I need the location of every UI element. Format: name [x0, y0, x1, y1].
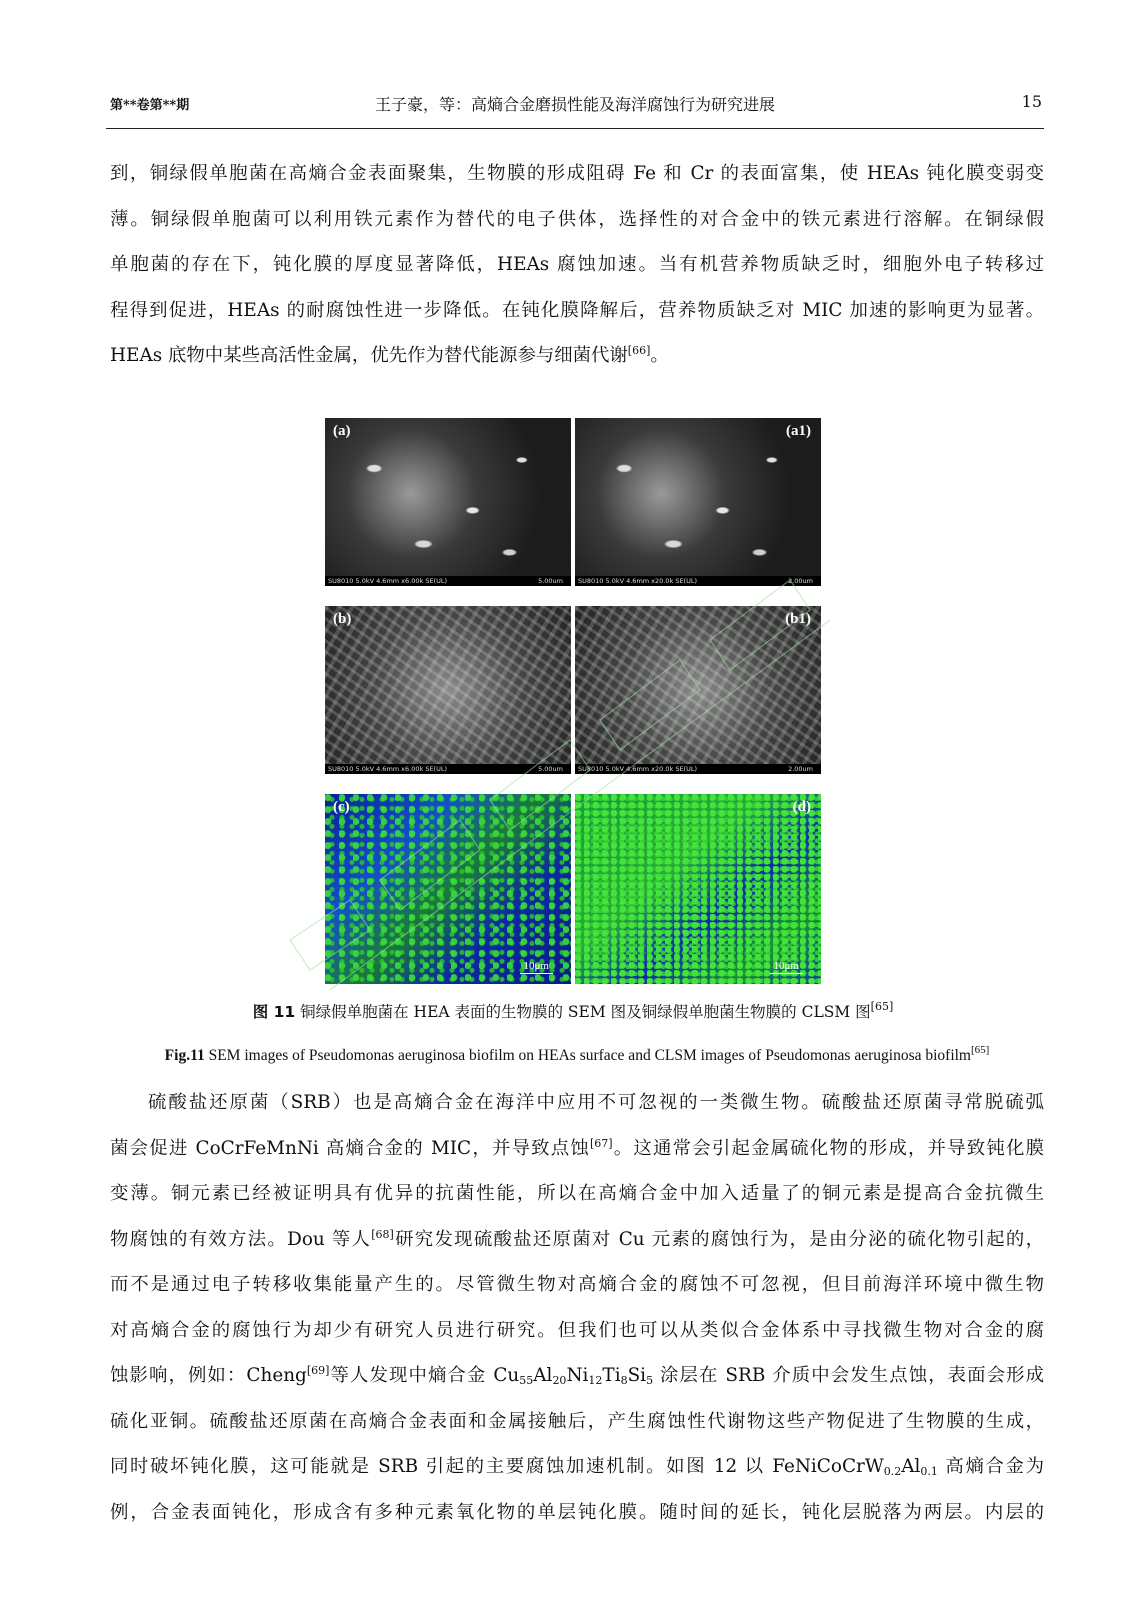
- text-line: 程得到促进，HEAs 的耐腐蚀性进一步降低。在钝化膜降解后，营养物质缺乏对 MIC 加速的影响更为显著。: [110, 299, 1044, 321]
- text-span: HEAs 底物中某些高活性金属，优先作为替代能源参与细菌代谢: [110, 345, 628, 366]
- sem-info-bar: [575, 764, 821, 774]
- page-number: 15: [1021, 92, 1042, 111]
- figure-11: [325, 418, 821, 986]
- text-line: [110, 333, 1044, 379]
- citation[interactable]: [65]: [971, 1044, 990, 1056]
- panel-label: (d): [792, 799, 811, 815]
- figure-caption-cn: [0, 1000, 1146, 1022]
- sem-info-text: SU8010 5.0kV 4.6mm x20.0k SE(UL): [578, 765, 698, 773]
- text-span: 物腐蚀的有效方法。Dou 等人: [110, 1228, 372, 1250]
- text-span: 高熵合金为: [937, 1456, 1044, 1477]
- text-line: [110, 1217, 1044, 1263]
- sem-info-bar: [575, 576, 821, 586]
- subscript: 55: [519, 1374, 534, 1387]
- text-line: 而不是通过电子转移收集能量产生的。尽管微生物对高熵合金的腐蚀不可忽视，但目前海洋环境中微生物: [110, 1274, 1044, 1295]
- text-span: 。: [650, 345, 669, 366]
- sem-panel-a1: [575, 418, 821, 586]
- sem-info-text: SU8010 5.0kV 4.6mm x20.0k SE(UL): [578, 577, 698, 585]
- citation[interactable]: [67]: [590, 1136, 613, 1150]
- clsm-panel-d: [575, 794, 821, 984]
- sem-info-bar: [325, 576, 571, 586]
- text-line: 硫化亚铜。硫酸盐还原菌在高熵合金表面和金属接触后，产生腐蚀性代谢物这些产物促进了生物膜的生成，: [110, 1410, 1044, 1432]
- element-symbol: Al: [533, 1365, 553, 1386]
- text-span: 同时破坏钝化膜，这可能就是 SRB 引起的主要腐蚀加速机制。如图 12 以 FeNiCoCrW: [110, 1456, 884, 1477]
- journal-volume: 第**卷第**期: [110, 98, 190, 113]
- sem-info-text: SU8010 5.0kV 4.6mm x6.00k SE(UL): [328, 577, 448, 585]
- subscript: 0.1: [920, 1465, 938, 1478]
- text-span: 等人发现中熵合金 Cu: [329, 1365, 520, 1386]
- text-line: 硫酸盐还原菌（SRB）也是高熵合金在海洋中应用不可忽视的一类微生物。硫酸盐还原菌寻常脱硫弧: [148, 1092, 1044, 1113]
- caption-label: 图 11: [252, 1003, 296, 1021]
- subscript: 20: [552, 1374, 567, 1387]
- paragraph-2: [110, 1080, 1044, 1535]
- panel-label: (c): [333, 799, 350, 815]
- subscript: 12: [588, 1374, 603, 1387]
- clsm-panel-c: [325, 794, 571, 984]
- text-span: 涂层在 SRB 介质中会发生点蚀，表面会形成: [653, 1365, 1045, 1386]
- paragraph-1: [110, 151, 1044, 379]
- scale-text: 5.00um: [538, 765, 563, 773]
- running-title: 王子豪，等：高熵合金磨损性能及海洋腐蚀行为研究进展: [374, 95, 775, 114]
- citation[interactable]: [69]: [306, 1364, 330, 1377]
- scale-bar: 10μm: [520, 960, 553, 974]
- caption-text: SEM images of Pseudomonas aeruginosa biofilm on HEAs surface and CLSM images of Pseudomonas aeruginosa biofilm: [208, 1047, 971, 1064]
- sem-panel-b1: [575, 606, 821, 774]
- text-line: 单胞菌的存在下，钝化膜的厚度显著降低，HEAs 腐蚀加速。当有机营养物质缺乏时，细胞外电子转移过: [110, 254, 1044, 275]
- subscript: 8: [620, 1374, 628, 1387]
- text-span: 研究发现硫酸盐还原菌对 Cu 元素的腐蚀行为，是由分泌的硫化物引起的，: [393, 1228, 1045, 1250]
- subscript: 0.2: [883, 1465, 902, 1478]
- text-line: [110, 1126, 1044, 1172]
- citation[interactable]: [65]: [870, 1000, 894, 1013]
- text-line: 例，合金表面钝化，形成含有多种元素氧化物的单层钝化膜。随时间的延长，钝化层脱落为两层。内层的: [110, 1501, 1044, 1523]
- text-line: 对高熵合金的腐蚀行为却少有研究人员进行研究。但我们也可以从类似合金体系中寻找微生物对合金的腐: [110, 1319, 1044, 1341]
- element-symbol: Ti: [602, 1365, 621, 1386]
- scale-text: 2.00um: [788, 765, 813, 773]
- caption-text: 铜绿假单胞菌在 HEA 表面的生物膜的 SEM 图及铜绿假单胞菌生物膜的 CLSM 图: [300, 1003, 871, 1021]
- panel-label: (b1): [785, 611, 811, 627]
- sem-info-text: SU8010 5.0kV 4.6mm x6.00k SE(UL): [328, 765, 448, 773]
- sem-info-bar: [325, 764, 571, 774]
- element-symbol: Al: [901, 1456, 921, 1477]
- page-header: [106, 86, 1044, 129]
- citation[interactable]: [66]: [627, 344, 651, 357]
- panel-label: (a1): [786, 423, 811, 439]
- figure-caption-en: [110, 1044, 1044, 1065]
- text-span: 。这通常会引起金属硫化物的形成，并导致钝化膜: [612, 1137, 1044, 1159]
- text-line: 薄。铜绿假单胞菌可以利用铁元素作为替代的电子供体，选择性的对合金中的铁元素进行溶解。在铜绿假: [110, 208, 1044, 230]
- scale-bar: 10μm: [770, 960, 803, 974]
- sem-panel-b: [325, 606, 571, 774]
- citation[interactable]: [68]: [371, 1227, 394, 1241]
- text-line: 到，铜绿假单胞菌在高熵合金表面聚集，生物膜的形成阻碍 Fe 和 Cr 的表面富集，使 HEAs 钝化膜变弱变: [110, 163, 1044, 184]
- subscript: 5: [646, 1374, 654, 1387]
- panel-label: (a): [333, 423, 351, 439]
- text-line: [110, 1444, 1044, 1490]
- text-span: 蚀影响，例如：Cheng: [110, 1365, 307, 1386]
- panel-label: (b): [333, 611, 352, 627]
- text-line: [110, 1353, 1044, 1399]
- sem-panel-a: [325, 418, 571, 586]
- text-line: 变薄。铜元素已经被证明具有优异的抗菌性能，所以在高熵合金中加入适量了的铜元素是提高合金抗微生: [110, 1183, 1044, 1204]
- text-span: 菌会促进 CoCrFeMnNi 高熵合金的 MIC，并导致点蚀: [110, 1137, 590, 1159]
- scale-text: 2.00um: [788, 577, 813, 585]
- element-symbol: Si: [627, 1365, 647, 1386]
- scale-text: 5.00um: [538, 577, 563, 585]
- caption-label: Fig.11: [164, 1047, 205, 1064]
- element-symbol: Ni: [566, 1365, 589, 1386]
